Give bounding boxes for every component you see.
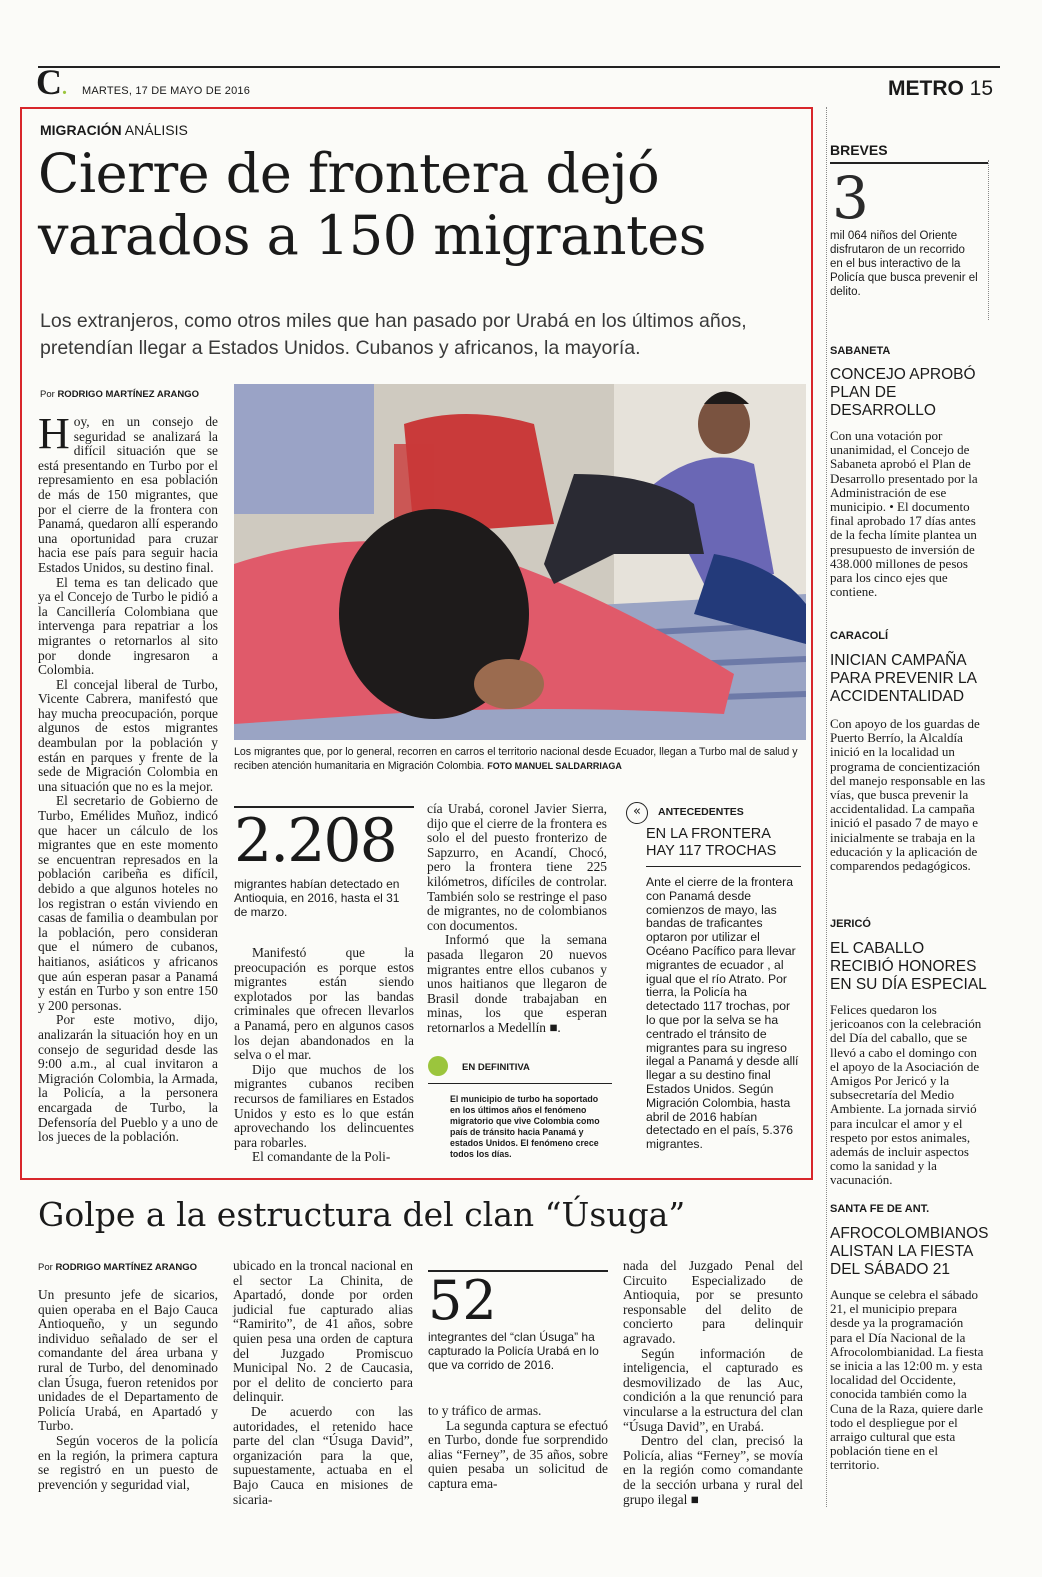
definitiva-icon xyxy=(428,1056,448,1076)
main-byline: Por RODRIGO MARTÍNEZ ARANGO xyxy=(40,389,200,400)
newspaper-logo: C. xyxy=(36,62,67,102)
main-subhead: Los extranjeros, como otros miles que han pasado por Urabá en los últimos años, pretendían llegar a Estados Unidos. Cubanos y africanos, la mayoría. xyxy=(40,310,747,359)
chevron-left-icon: « xyxy=(626,802,648,824)
photo-caption: Los migrantes que, por lo general, recorren en carros el territorio nacional desde Ecuador, llegan a Turbo mal de salud y reciben atención humanitaria en Migración Colombia. FOTO MANUEL SALDARRIAGA xyxy=(234,746,798,772)
breves-big-text: mil 064 niños del Oriente disfrutaron de un recorrido en el bus interactivo de la Policía que busca prevenir el delito. xyxy=(830,230,978,298)
second-stat-number: 52 xyxy=(428,1269,497,1332)
second-column-3: to y tráfico de armas. La segunda captura se efectuó en Turbo, donde fue sorprendido alias “Ferney”, de 35 años, sobre quien pesaba un solicitud de captura ema- xyxy=(428,1403,608,1491)
second-column-4: nada del Juzgado Penal del Circuito Especializado de Antioquia, por se presunto responsable del delito de concierto para delinquir agravado. Según información de inteligencia, el capturado es desmovilizado de las Auc, condición a la que renunció para vincularse a la estructura del clan “Úsuga David”, en Urabá. Dentro del clan, precisó la Policía, alias “Ferney”, se movía en la región como comandante de la sección urbana y rural del grupo ilegal ■ xyxy=(623,1258,803,1507)
issue-date: MARTES, 17 DE MAYO DE 2016 xyxy=(82,85,251,97)
sidebar-divider xyxy=(826,107,828,1507)
migrants-photo xyxy=(234,384,806,740)
stat-text: migrantes habían detectado en Antioquia, en 2016, hasta el 31 de marzo. xyxy=(234,877,400,919)
breves-title: BREVES xyxy=(830,142,888,158)
definitiva-text: El municipio de turbo ha soportado en los últimos años el fenómeno migratorio que vive Colombia como país de tránsito hacia Panamá y estados Unidos. El fenómeno crece todos los días. xyxy=(450,1094,600,1159)
breves-box-rule xyxy=(988,160,990,320)
second-column-2: ubicado en la troncal nacional en el sector La Chinita, de Apartadó, donde por orden judicial fue capturado alias “Ramirito”, de 41 años, sobre quien pesa una orden de captura del Juzgado Promiscuo Municipal No. 2 de Caucasia, por el delito de concierto para delinquir. De acuerdo con las autoridades, el retenido hace parte del clan “Úsuga David”, organización para la que, supuestamente, actuaba en el Bajo Cauca en misiones de sicaria- xyxy=(233,1258,413,1507)
sidebar-item-title: INICIAN CAMPAÑA PARA PREVENIR LA ACCIDENTALIDAD xyxy=(830,652,977,705)
sidebar-item-kicker: SANTA FE DE ANT. xyxy=(830,1203,930,1215)
main-column-2: Manifestó que la preocupación es porque estos migrantes están siendo explotados por las bandas criminales que ofrecen llevarlos a Panamá, pero en algunos casos los dejan abandonados en la selva o el mar. Dijo que muchos de los migrantes cubanos reciben recursos de familiares en Estados Unidos y esto es lo que están aprovechando los delincuentes para robarles. El comandante de la Poli- xyxy=(234,945,414,1165)
sidebar-item-kicker: CARACOLÍ xyxy=(830,630,889,642)
sidebar-item-kicker: JERICÓ xyxy=(830,918,871,930)
antecedentes-rule xyxy=(646,866,801,867)
main-column-3: cía Urabá, coronel Javier Sierra, dijo que el cierre de la frontera es solo el del puesto fronterizo de Sapzurro, en Acandí, Chocó, pero la frontera tiene 225 kilómetros, difíciles de controlar. También solo se restringe el paso de migrantes, no de colombianos con documentos. Informó que la semana pasada llegaron 20 nuevos migrantes entre ellos cubanos y unos haitianos que llegaron de Brasil donde trabajaban en minas, los que esperan retornarlos a Medellín ■. xyxy=(427,801,607,1035)
section-label: METRO 15 xyxy=(888,77,994,100)
sidebar-item-text: Con una votación por unanimidad, el Concejo de Sabaneta aprobó el Plan de Desarrollo presentado por la Administración de ese municipio. • El documento final aprobado 17 días antes de la fecha límite plantea un presupuesto de inversión de 438.000 millones de pesos para los cinco ejes que contiene. xyxy=(830,428,978,600)
dropcap: H xyxy=(38,409,70,458)
header-rule xyxy=(38,66,1000,68)
stat-number: 2.208 xyxy=(234,806,396,876)
sidebar-item-title: EL CABALLO RECIBIÓ HONORES EN SU DÍA ESPECIAL xyxy=(830,940,987,993)
sidebar-item-kicker: SABANETA xyxy=(830,345,891,357)
sidebar-item-text: Felices quedaron los jericoanos con la celebración del Día del caballo, que se llevó a cabo el domingo con el apoyo de la Asociación de Amigos Por Jericó y la subsecretaría del Medio Ambiente. La jornada sirvió para inculcar el amor y el respeto por estos animales, además de incluir aspectos como la sanidad y la vacunación. xyxy=(830,1002,982,1188)
main-column-1: Hoy, en un consejo de seguridad se analizará la difícil situación que se está presentando en Turbo por el represamiento en esa población de más de 150 migrantes, que por el cierre de la frontera con Panamá, quedaron allí esperando una oportunidad para cruzar hacia ese país para seguir hacia Estados Unidos, su destino final. El tema es tan delicado que ya el Concejo de Turbo le pidió a la Cancillería Colombiana que intervenga para repatriar a los migrantes o retornarlos al sito por donde ingresaron a Colombia. El concejal liberal de Turbo, Vicente Cabrera, manifestó que hay mucha preocupación, porque algunos de estos migrantes deambulan por la población y están en parques y frente de la sede de Migración Colombia en una situación que no es la mejor. El secretario de Gobierno de Turbo, Emélides Muñoz, indicó que hacer un cálculo de los migrantes que en este momento se encuentran represados en la población caribeña es difícil, debido a que algunos hoteles no los registran o están viviendo en casas de familia o deambulan por la población, pero consideran que el número de cubanos, haitianos, asiáticos y africanos que aún esperan pasar a Panamá y están en Turbo y son entre 150 y 200 personas. Por este motivo, dijo, analizarán la situación hoy en un consejo de seguridad desde las 9:00 a.m., al cual invitaron a Migración Colombia, la Armada, la Policía, a la personera encargada de Turbo, la Defensoría del Pueblo y a uno de los jueces de la población. xyxy=(38,409,218,1145)
sidebar-item-title: AFROCOLOMBIANOS ALISTAN LA FIESTA DEL SÁBADO 21 xyxy=(830,1225,989,1278)
sidebar-item-text: Aunque se celebra el sábado 21, el municipio prepara desde ya la programación para el Día Nacional de la Afrocolombianidad. La fiesta se inicia a las 12:00 m. y esta localidad del Occidente, conocida también como la Cuna de la Raza, quiere darle todo el despliegue por el arraigo cultural que esta población tiene en el territorio. xyxy=(830,1287,984,1473)
sidebar-item-text: Con apoyo de los guardas de Puerto Berrío, la Alcaldía inició en la localidad un programa de concientización del manejo responsable en las vías, que busca prevenir la accidentalidad. La campaña inició el pasado 7 de mayo e inicialmente se trabaja en la educación y la aplicación de comparendos pedagógicos. xyxy=(830,716,986,874)
photo-illustration xyxy=(234,384,806,740)
definitiva-label: EN DEFINITIVA xyxy=(462,1062,530,1073)
definitiva-rule xyxy=(428,1083,612,1084)
second-byline: Por RODRIGO MARTÍNEZ ARANGO xyxy=(38,1262,198,1273)
second-headline: Golpe a la estructura del clan “Úsuga” xyxy=(38,1195,686,1234)
antecedentes-title: EN LA FRONTERA HAY 117 TROCHAS xyxy=(646,826,777,859)
main-headline: Cierre de frontera dejó varados a 150 migrantes xyxy=(38,142,706,267)
main-kicker: MIGRACIÓN ANÁLISIS xyxy=(40,122,188,138)
second-stat-text: integrantes del “clan Úsuga” ha capturado la Policía Urabá en lo que va corrido de 2016. xyxy=(428,1330,599,1372)
antecedentes-text: Ante el cierre de la frontera con Panamá desde comienzos de mayo, las bandas de traficantes optaron por utilizar el Océano Pacífico para llevar migrantes de ecuador , al igual que el río Atrato. Por tierra, la Policía ha detectado 117 trochas, por lo que por la selva se ha centrado el tránsito de migrantes para su ingreso ilegal a Panamá y desde allí llegar a su destino final Estados Unidos. Según Migración Colombia, hasta abril de 2016 habían detectado en el país, 5.376 migrantes. xyxy=(646,875,799,1152)
antecedentes-label: ANTECEDENTES xyxy=(658,806,744,818)
breves-big-number: 3 xyxy=(832,164,869,232)
second-column-1: Un presunto jefe de sicarios, quien operaba en el Bajo Cauca Antioqueño, y un segundo individuo señalado de ser el comandante del área urbana y rural de Turbo, del denominado clan Úsuga, fueron retenidos por unidades de el Departamento de Policía Urabá, en Apartadó y Turbo. Según voceros de la policía en la región, la primera captura se registró en un puesto de prevención y seguridad vial, xyxy=(38,1287,218,1492)
sidebar-item-title: CONCEJO APROBÓ PLAN DE DESARROLLO xyxy=(830,366,976,419)
